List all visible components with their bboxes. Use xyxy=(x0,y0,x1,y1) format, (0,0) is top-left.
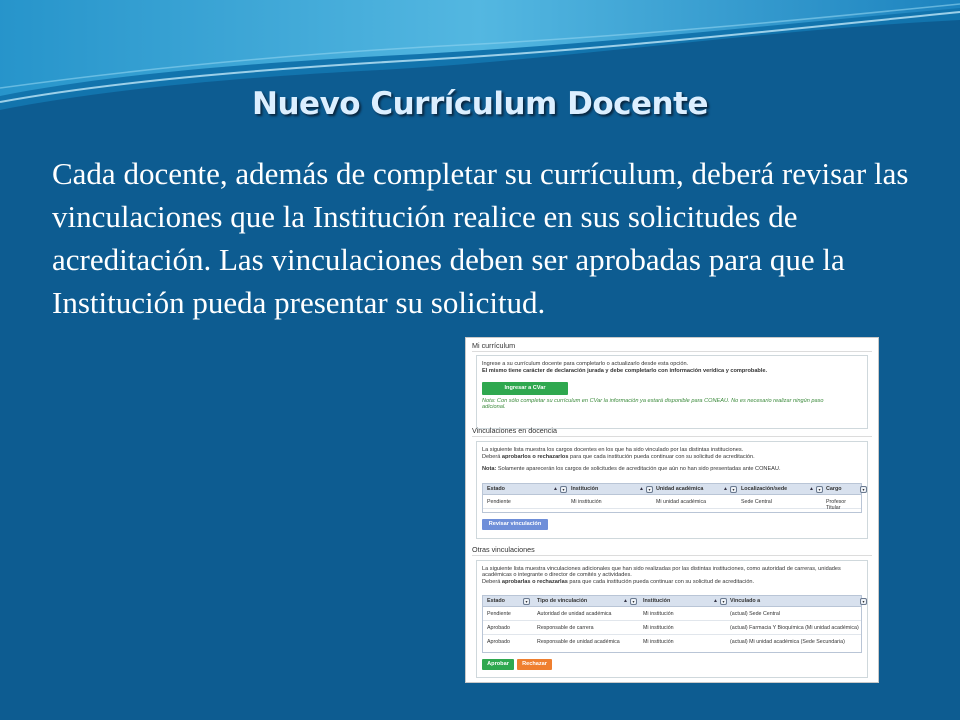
table-cell: Sede Central xyxy=(741,499,772,505)
divider xyxy=(472,436,872,437)
table-row[interactable] xyxy=(483,495,861,509)
column-header[interactable]: Cargo xyxy=(826,486,842,492)
table-header xyxy=(483,596,865,607)
section-title-vinculaciones: Vinculaciones en docencia xyxy=(472,426,557,435)
filter-icon[interactable]: ▾ xyxy=(816,486,823,493)
vinculaciones-text-2: Deberá aprobarlos o rechazarlos para que cada institución pueda continuar con su solicitud de acreditación. xyxy=(482,453,755,460)
table-cell: Profesor Titular xyxy=(826,499,847,511)
table-cell: (actual) Sede Central xyxy=(730,611,781,617)
otras-table xyxy=(482,595,865,653)
table-cell: (actual) Farmacia Y Bioquímica (Mi unidad académica) xyxy=(730,625,859,631)
column-header[interactable]: Tipo de vinculación xyxy=(537,598,588,604)
table-row[interactable] xyxy=(483,607,861,621)
filter-icon[interactable]: ▾ xyxy=(523,598,530,605)
column-header[interactable]: Estado xyxy=(487,598,505,604)
otras-text-2: Deberá aprobarlas o rechazarlas para que cada institución pueda continuar con su solicitud de acreditación. xyxy=(482,579,755,585)
vinculaciones-text-1: La siguiente lista muestra los cargos docentes en los que ha sido vinculado por las distintas instituciones. xyxy=(482,447,744,453)
divider xyxy=(472,555,872,556)
slide-title: Nuevo Currículum Docente xyxy=(252,86,708,122)
table-cell: Mi institución xyxy=(571,499,602,505)
sort-icon[interactable]: ▲ xyxy=(723,485,728,492)
table-cell: Mi institución xyxy=(643,611,674,617)
table-cell: Autoridad de unidad académica xyxy=(537,611,612,617)
curriculum-note-text: Nota: Con sólo completar su currículum en CVar la información ya estará disponible para CONEAU. No es necesario realizar ningún paso adicional. xyxy=(482,398,824,411)
panel-mi-curriculum xyxy=(476,355,868,429)
column-header[interactable]: Unidad académica xyxy=(656,486,704,492)
aprobar-button[interactable]: Aprobar xyxy=(482,659,514,670)
curriculum-intro-text: Ingrese a su currículum docente para completarlo o actualizarlo desde esta opción. xyxy=(482,361,689,367)
ingresar-cvar-button[interactable]: Ingresar a CVar xyxy=(482,382,568,395)
table-cell: Pendiente xyxy=(487,499,511,505)
revisar-vinculacion-button[interactable]: Revisar vinculación xyxy=(482,519,548,530)
embedded-screenshot xyxy=(465,337,879,683)
sort-icon[interactable]: ▲ xyxy=(713,597,718,604)
column-header[interactable]: Estado xyxy=(487,486,505,492)
curriculum-warning-text: El mismo tiene carácter de declaración jurada y debe completarlo con información verídica y comprobable. xyxy=(482,367,768,374)
vinculaciones-table xyxy=(482,483,865,513)
filter-icon[interactable]: ▾ xyxy=(560,486,567,493)
table-row[interactable] xyxy=(483,621,861,635)
column-header[interactable]: Vinculado a xyxy=(730,598,761,604)
table-header xyxy=(483,484,865,495)
section-title-mi-curriculum: Mi currículum xyxy=(472,341,516,350)
filter-icon[interactable]: ▾ xyxy=(630,598,637,605)
divider xyxy=(472,351,872,352)
slide-body-text: Cada docente, además de completar su currículum, deberá revisar las vinculaciones que la Institución realice en sus solicitudes de acreditación. Las vinculaciones deben ser aprobadas para que la Institución pueda presentar su solicitud. xyxy=(52,156,909,320)
table-cell: Responsable de unidad académica xyxy=(537,639,620,645)
otras-text-1: La siguiente lista muestra vinculaciones adicionales que han sido realizadas por las distintas instituciones, como autoridad de carreras, unidades académicas o integrante o director de comités y actividades. xyxy=(482,566,841,579)
table-cell: Mi unidad académica xyxy=(656,499,707,505)
panel-otras-vinculaciones xyxy=(476,560,868,678)
table-cell: Aprobado xyxy=(487,639,510,645)
table-cell: Pendiente xyxy=(487,611,511,617)
table-row[interactable] xyxy=(483,635,861,648)
rechazar-button[interactable]: Rechazar xyxy=(517,659,552,670)
filter-icon[interactable]: ▾ xyxy=(860,598,867,605)
filter-icon[interactable]: ▾ xyxy=(646,486,653,493)
table-cell: Mi institución xyxy=(643,625,674,631)
table-cell: (actual) Mi unidad académica (Sede Secundaria) xyxy=(730,639,845,645)
filter-icon[interactable]: ▾ xyxy=(720,598,727,605)
sort-icon[interactable]: ▲ xyxy=(623,597,628,604)
section-title-otras-vinculaciones: Otras vinculaciones xyxy=(472,545,535,554)
column-header[interactable]: Institución xyxy=(571,486,599,492)
sort-icon[interactable]: ▲ xyxy=(639,485,644,492)
sort-icon[interactable]: ▲ xyxy=(553,485,558,492)
column-header[interactable]: Localización/sede xyxy=(741,486,788,492)
table-cell: Responsable de carrera xyxy=(537,625,594,631)
table-cell: Mi institución xyxy=(643,639,674,645)
filter-icon[interactable]: ▾ xyxy=(730,486,737,493)
vinculaciones-note: Nota: Solamente aparecerán los cargos de solicitudes de acreditación que aún no han sido presentadas ante CONEAU. xyxy=(482,466,781,472)
table-cell: Aprobado xyxy=(487,625,510,631)
column-header[interactable]: Institución xyxy=(643,598,671,604)
sort-icon[interactable]: ▲ xyxy=(809,485,814,492)
filter-icon[interactable]: ▾ xyxy=(860,486,867,493)
panel-vinculaciones xyxy=(476,441,868,539)
